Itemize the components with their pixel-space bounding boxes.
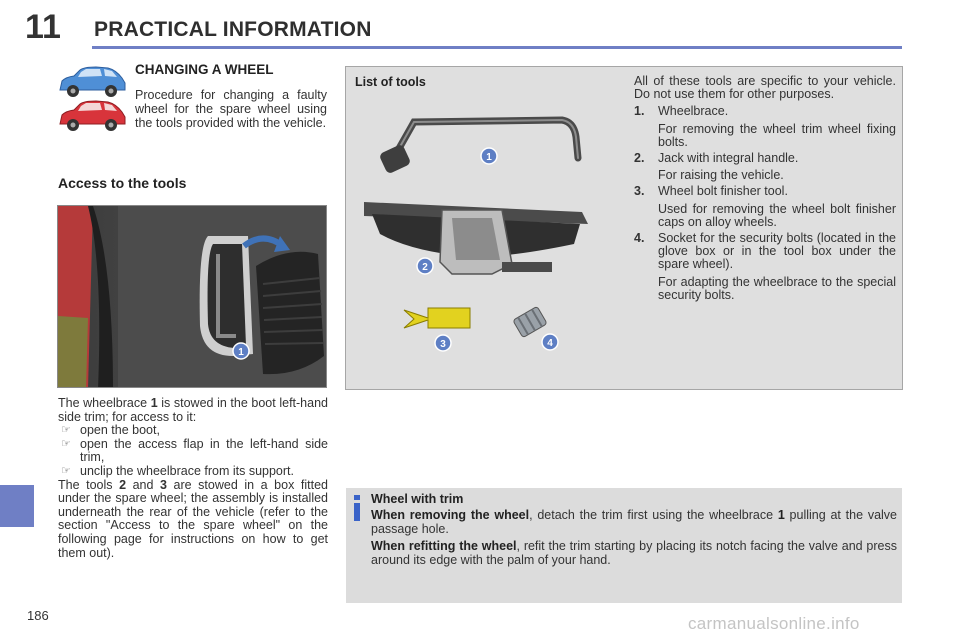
info-removing: When removing the wheel, detach the trim first using the wheelbrace 1 pulling at the valve passage hole.: [371, 508, 898, 536]
tools-description: [634, 75, 896, 302]
info-i-icon: [351, 495, 363, 521]
access-tools-heading: Access to the tools: [58, 175, 187, 191]
page-number: 186: [27, 608, 49, 623]
tool-callout-4: 4: [547, 338, 553, 349]
page-title: PRACTICAL INFORMATION: [94, 18, 372, 41]
list-item: ☞ open the access flap in the left-hand side trim,: [61, 436, 328, 465]
access-steps-list: [58, 424, 328, 478]
wheelbrace-paragraph: The wheelbrace 1 is stowed in the boot left-hand side trim; for access to it:: [58, 396, 328, 424]
list-item: 2. Jack with integral handle. For raising the vehicle.: [634, 151, 799, 183]
tool-callout-1: 1: [486, 152, 492, 163]
tool-callout-2: 2: [422, 262, 428, 273]
list-item: 1. Wheelbrace. For removing the wheel trim wheel fixing bolts.: [634, 104, 896, 149]
list-item: 4. Socket for the security bolts (located in the glove box or in the tool box under the spare wheel). For adapting the wheelbrace to the special security bolts.: [634, 231, 896, 302]
pointing-hand-icon: ☞: [61, 437, 71, 450]
info-title: Wheel with trim: [371, 492, 464, 506]
red-car-icon: [56, 98, 128, 134]
list-item: ☞ open the boot,: [61, 423, 160, 438]
chapter-number: 11: [25, 8, 61, 46]
watermark: carmanualsonline.info: [688, 614, 860, 633]
pointing-hand-icon: ☞: [61, 424, 71, 437]
pointing-hand-icon: ☞: [61, 464, 71, 477]
header-rule: [92, 46, 902, 49]
access-description: [58, 397, 328, 560]
chapter-tab: [0, 485, 34, 527]
list-item: ☞ unclip the wheelbrace from its support.: [61, 463, 294, 478]
tool-callout-3: 3: [440, 339, 446, 350]
tools-storage-paragraph: The tools 2 and 3 are stowed in a box fitted under the spare wheel; the assembly is installed underneath the rear of the vehicle (refer to the section "Access to the spare wheel" on the following page for instructions on how to get them out).: [58, 477, 328, 560]
section-intro: Procedure for changing a faulty wheel for the spare wheel using the tools provided with the vehicle.: [135, 88, 327, 130]
section-title: CHANGING A WHEEL: [135, 62, 274, 77]
tools-panel-label: List of tools: [355, 75, 426, 89]
info-refitting: When refitting the wheel, refit the trim starting by placing its notch facing the valve and press around its edge with the palm of your hand.: [371, 539, 897, 567]
boot-trim-photo: [57, 205, 327, 388]
list-item: 3. Wheel bolt finisher tool. Used for removing the wheel bolt finisher caps on alloy wheels.: [634, 184, 896, 229]
blue-car-icon: [56, 64, 128, 100]
tools-lead: All of these tools are specific to your vehicle. Do not use them for other purposes.: [634, 74, 896, 102]
info-content: [371, 493, 897, 571]
photo-callout-1: 1: [238, 347, 244, 358]
tools-illustration: [352, 92, 604, 382]
